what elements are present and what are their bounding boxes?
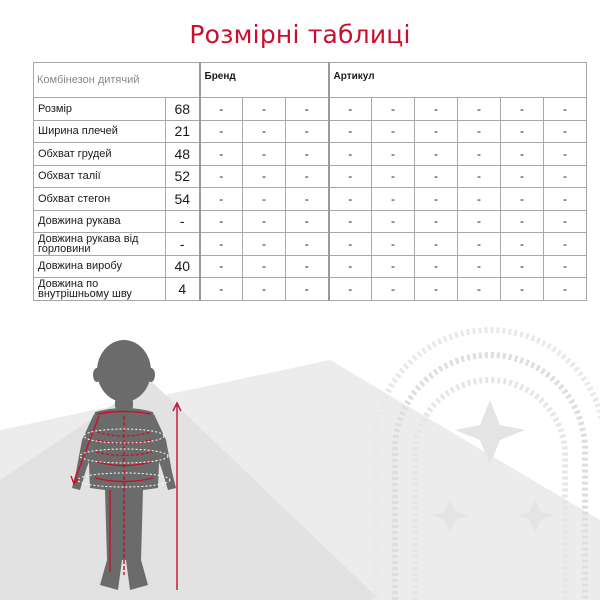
measure-label: Довжина по внутрішньому шву (34, 278, 166, 301)
empty-cell: - (458, 165, 501, 188)
empty-cell: - (243, 165, 286, 188)
empty-cell: - (415, 278, 458, 301)
empty-cell: - (372, 210, 415, 233)
empty-cell: - (544, 98, 587, 121)
empty-cell: - (415, 233, 458, 256)
empty-cell: - (200, 98, 243, 121)
empty-cell: - (329, 278, 372, 301)
empty-cell: - (501, 98, 544, 121)
measure-value: 4 (166, 278, 200, 301)
article-header: Артикул (329, 63, 587, 98)
empty-cell: - (501, 233, 544, 256)
table-row (34, 143, 587, 166)
empty-cell: - (544, 233, 587, 256)
measure-value: - (166, 210, 200, 233)
empty-cell: - (200, 165, 243, 188)
empty-cell: - (372, 278, 415, 301)
measure-label: Довжина виробу (34, 255, 166, 278)
empty-cell: - (372, 120, 415, 143)
empty-cell: - (458, 188, 501, 211)
empty-cell: - (243, 233, 286, 256)
empty-cell: - (415, 98, 458, 121)
empty-cell: - (501, 120, 544, 143)
measure-label: Розмір (34, 98, 166, 121)
empty-cell: - (243, 143, 286, 166)
empty-cell: - (501, 143, 544, 166)
empty-cell: - (415, 165, 458, 188)
empty-cell: - (544, 120, 587, 143)
measure-label: Ширина плечей (34, 120, 166, 143)
measure-label: Обхват стегон (34, 188, 166, 211)
empty-cell: - (415, 210, 458, 233)
table-row (34, 255, 587, 278)
empty-cell: - (243, 188, 286, 211)
brand-header: Бренд (200, 63, 329, 98)
measure-value: 54 (166, 188, 200, 211)
empty-cell: - (243, 98, 286, 121)
empty-cell: - (200, 233, 243, 256)
empty-cell: - (243, 255, 286, 278)
empty-cell: - (200, 143, 243, 166)
empty-cell: - (329, 210, 372, 233)
empty-cell: - (200, 188, 243, 211)
empty-cell: - (200, 255, 243, 278)
empty-cell: - (286, 188, 329, 211)
empty-cell: - (329, 188, 372, 211)
empty-cell: - (200, 120, 243, 143)
table-row (34, 98, 587, 121)
empty-cell: - (458, 143, 501, 166)
empty-cell: - (415, 255, 458, 278)
table-row (34, 233, 587, 256)
empty-cell: - (372, 143, 415, 166)
empty-cell: - (458, 278, 501, 301)
measure-value: 68 (166, 98, 200, 121)
empty-cell: - (415, 143, 458, 166)
empty-cell: - (415, 188, 458, 211)
empty-cell: - (286, 255, 329, 278)
empty-cell: - (544, 188, 587, 211)
empty-cell: - (329, 255, 372, 278)
empty-cell: - (286, 143, 329, 166)
table-row (34, 278, 587, 301)
empty-cell: - (329, 165, 372, 188)
empty-cell: - (544, 143, 587, 166)
empty-cell: - (243, 210, 286, 233)
empty-cell: - (243, 278, 286, 301)
empty-cell: - (329, 233, 372, 256)
size-table (33, 62, 587, 301)
empty-cell: - (200, 278, 243, 301)
empty-cell: - (372, 165, 415, 188)
measurement-illustration (0, 300, 600, 600)
measure-value: 48 (166, 143, 200, 166)
empty-cell: - (458, 210, 501, 233)
empty-cell: - (501, 165, 544, 188)
empty-cell: - (329, 143, 372, 166)
table-row (34, 165, 587, 188)
empty-cell: - (372, 233, 415, 256)
empty-cell: - (286, 233, 329, 256)
empty-cell: - (544, 210, 587, 233)
table-row (34, 188, 587, 211)
empty-cell: - (286, 98, 329, 121)
table-row (34, 120, 587, 143)
empty-cell: - (200, 210, 243, 233)
empty-cell: - (501, 210, 544, 233)
measure-label: Довжина рукава від горловини (34, 233, 166, 256)
table-row (34, 210, 587, 233)
measure-value: 40 (166, 255, 200, 278)
empty-cell: - (372, 98, 415, 121)
empty-cell: - (372, 188, 415, 211)
empty-cell: - (286, 165, 329, 188)
empty-cell: - (501, 255, 544, 278)
empty-cell: - (501, 188, 544, 211)
table-header-row (34, 63, 587, 98)
empty-cell: - (501, 278, 544, 301)
empty-cell: - (458, 98, 501, 121)
empty-cell: - (544, 255, 587, 278)
empty-cell: - (415, 120, 458, 143)
measure-value: 52 (166, 165, 200, 188)
empty-cell: - (286, 210, 329, 233)
empty-cell: - (372, 255, 415, 278)
empty-cell: - (286, 278, 329, 301)
measure-value: - (166, 233, 200, 256)
empty-cell: - (544, 278, 587, 301)
measure-label: Довжина рукава (34, 210, 166, 233)
page-title: Розмірні таблиці (189, 20, 411, 49)
product-type-label: Комбінезон дитячий (34, 63, 200, 98)
empty-cell: - (329, 120, 372, 143)
empty-cell: - (458, 120, 501, 143)
measure-label: Обхват грудей (34, 143, 166, 166)
measure-label: Обхват талії (34, 165, 166, 188)
empty-cell: - (243, 120, 286, 143)
empty-cell: - (286, 120, 329, 143)
empty-cell: - (329, 98, 372, 121)
empty-cell: - (458, 255, 501, 278)
empty-cell: - (544, 165, 587, 188)
measure-value: 21 (166, 120, 200, 143)
empty-cell: - (458, 233, 501, 256)
